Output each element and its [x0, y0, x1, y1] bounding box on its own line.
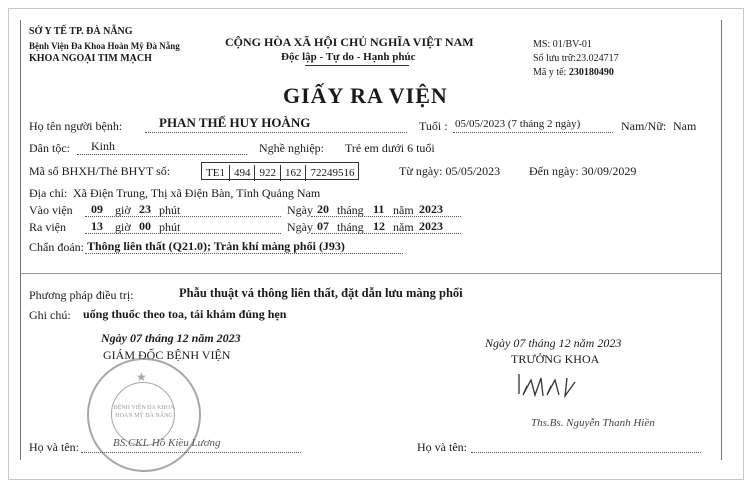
ward-name: KHOA NGOẠI TIM MẠCH [29, 53, 152, 64]
motto: Độc lập - Tự do - Hạnh phúc [281, 51, 416, 63]
patient-age: 05/05/2023 (7 tháng 2 ngày) [455, 118, 581, 130]
archive-number: Số lưu trữ:23.024717 [533, 53, 619, 64]
document-title: GIẤY RA VIỆN [283, 83, 448, 108]
hour-unit: giờ [115, 203, 131, 217]
admission-day: 20 [317, 202, 329, 216]
year-label: năm [393, 203, 414, 217]
valid-from: Từ ngày: 05/05/2023 [399, 164, 501, 178]
discharge-day: 07 [317, 219, 329, 233]
minute-unit: phút [159, 203, 181, 217]
method-label: Phương pháp điều trị: [29, 288, 134, 302]
discharge-hour: 13 [91, 219, 103, 233]
left-name-label: Họ và tên: [29, 440, 79, 454]
diagnosis-text: Thông liên thất (Q21.0); Tràn khí màng phổi (J93) [87, 239, 345, 253]
insurance-number-box [201, 162, 359, 180]
right-sign-date: Ngày 07 tháng 12 năm 2023 [485, 336, 622, 350]
section-divider [21, 273, 721, 274]
insurance-cell: 922 [255, 165, 281, 181]
year-label: năm [393, 220, 414, 234]
left-sign-date: Ngày 07 tháng 12 năm 2023 [101, 331, 241, 345]
insurance-label: Mã số BHXH/Thẻ BHYT số: [29, 164, 171, 178]
month-label: tháng [337, 203, 364, 217]
valid-to: Đến ngày: 30/09/2029 [529, 164, 637, 178]
right-name-label: Họ và tên: [417, 440, 467, 454]
insurance-cell: 72249516 [310, 167, 355, 179]
discharge-document [20, 20, 722, 460]
minute-unit: phút [159, 220, 181, 234]
ethnic-label: Dân tộc: [29, 141, 70, 155]
discharge-minute: 00 [139, 219, 151, 233]
day-label: Ngày [287, 203, 313, 217]
admission-minute: 23 [139, 202, 151, 216]
medical-id: Mã y tế: 230180490 [533, 67, 614, 78]
note-text: uống thuốc theo toa, tái khám đúng hẹn [83, 307, 287, 321]
job-label: Nghề nghiệp: [259, 141, 324, 155]
hospital-name: Bệnh Viện Đa Khoa Hoàn Mỹ Đà Nẵng [29, 41, 180, 51]
admission-hour: 09 [91, 202, 103, 216]
treatment-method: Phẫu thuật vá thông liên thất, đặt dẫn lưu màng phổi [179, 286, 463, 300]
patient-ethnic: Kinh [91, 139, 115, 153]
dept-name: SỞ Y TẾ TP. ĐÀ NẴNG [29, 26, 133, 37]
discharge-year: 2023 [419, 219, 443, 233]
discharge-month: 12 [373, 219, 385, 233]
address-label: Địa chỉ: [29, 186, 68, 200]
signature-image [513, 370, 587, 400]
left-signer-name: BS.CKI. Hồ Kiều Lương [113, 437, 221, 449]
right-signer-name: Ths.Bs. Nguyễn Thanh Hiền [531, 417, 655, 429]
hour-unit: giờ [115, 220, 131, 234]
admission-label: Vào viện [29, 203, 73, 217]
insurance-cell: 162 [281, 165, 307, 181]
sex-label: Nam/Nữ: [621, 119, 667, 133]
star-icon: ★ [136, 370, 147, 384]
left-sign-role: GIÁM ĐỐC BỆNH VIỆN [103, 348, 231, 362]
motto-underline [305, 65, 409, 66]
note-label: Ghi chú: [29, 308, 71, 322]
discharge-label: Ra viện [29, 220, 66, 234]
admission-month: 11 [373, 202, 385, 216]
insurance-cell: 494 [230, 165, 256, 181]
month-label: tháng [337, 220, 364, 234]
country-title: CỘNG HÒA XÃ HỘI CHỦ NGHĨA VIỆT NAM [225, 35, 474, 49]
admission-year: 2023 [419, 202, 443, 216]
patient-sex: Nam [673, 119, 697, 133]
diagnosis-label: Chẩn đoán: [29, 240, 84, 254]
patient-name: PHAN THẾ HUY HOÀNG [159, 115, 311, 130]
form-code: MS: 01/BV-01 [533, 39, 592, 50]
age-label: Tuổi : [419, 119, 448, 133]
insurance-cell: TE1 [202, 165, 230, 181]
hospital-stamp: ★ BỆNH VIỆN ĐA KHOA HOÀN MỸ ĐÀ NẴNG [87, 358, 201, 472]
patient-job: Trẻ em dưới 6 tuổi [345, 141, 435, 155]
patient-address: Xã Điện Trung, Thị xã Điện Bàn, Tỉnh Quảng Nam [73, 186, 321, 200]
day-label: Ngày [287, 220, 313, 234]
patient-name-label: Họ tên người bệnh: [29, 119, 123, 133]
right-sign-role: TRƯỞNG KHOA [511, 352, 600, 366]
